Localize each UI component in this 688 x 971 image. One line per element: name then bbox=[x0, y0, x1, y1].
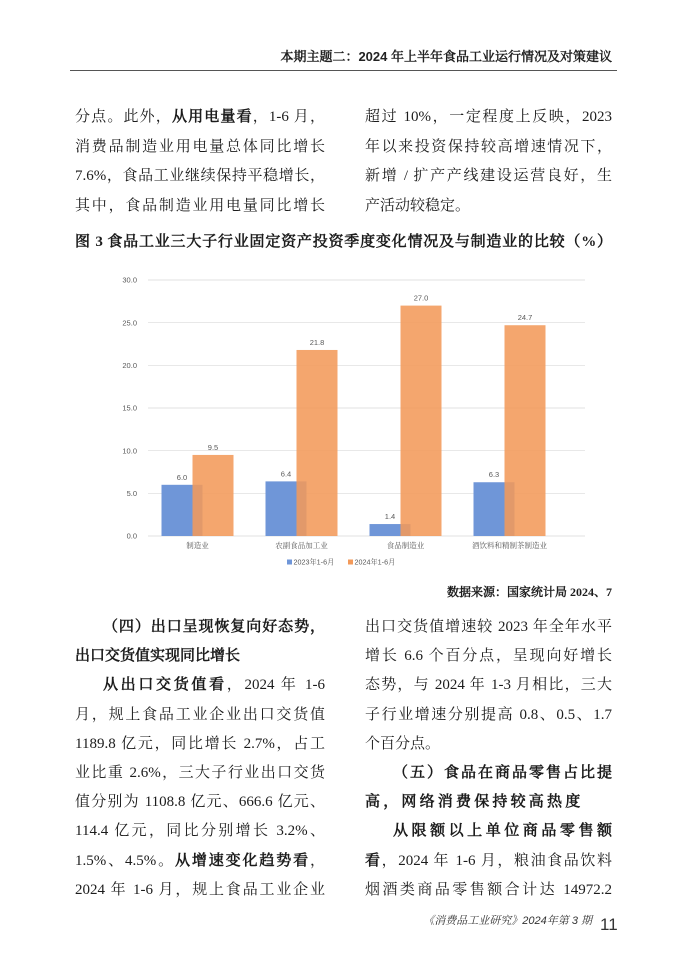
text-line bbox=[365, 876, 612, 905]
text-run: 子行业增速分别提高 0.8、0.5、1.7 bbox=[365, 706, 612, 723]
text-line bbox=[365, 671, 612, 700]
text-line bbox=[365, 701, 612, 730]
figure-caption: 图 3 食品工业三大子行业固定资产投资季度变化情况及与制造业的比较（%） bbox=[75, 234, 612, 250]
text-line bbox=[365, 730, 612, 759]
text-line bbox=[365, 133, 612, 163]
text-run: 值分别为 1108.8 亿元、666.6 亿元、 bbox=[75, 794, 325, 811]
text-run: 新增 / 扩产产线建设运营良好，生 bbox=[365, 168, 612, 184]
text-run: ，1-6 月， bbox=[252, 109, 325, 125]
data-label: 24.7 bbox=[517, 313, 533, 323]
y-tick-label: 5.0 bbox=[126, 488, 137, 498]
bottom-right-column bbox=[365, 613, 612, 905]
text-line bbox=[75, 162, 325, 192]
text-run: 超过 10%，一定程度上反映，2023 bbox=[365, 109, 612, 125]
header-divider bbox=[70, 70, 617, 71]
text-run: 月，规上食品工业企业出口交货值 bbox=[75, 706, 325, 723]
text-run: 消费品制造业用电量总体同比增长 bbox=[75, 138, 325, 155]
journal-footer: 《消费品工业研究》2024年第 3 期 bbox=[423, 915, 592, 927]
text-run: （四）出口呈现恢复向好态势， bbox=[103, 619, 325, 635]
bar-series-2 bbox=[505, 325, 546, 536]
y-tick-label: 10.0 bbox=[122, 446, 137, 456]
y-tick-label: 20.0 bbox=[122, 360, 137, 370]
emphasis-run: 从用电量看 bbox=[171, 109, 253, 125]
bottom-left-column bbox=[75, 613, 325, 905]
top-left-column bbox=[75, 103, 325, 221]
legend-label: 2023年1-6月 bbox=[293, 557, 335, 567]
data-label: 9.5 bbox=[207, 442, 219, 452]
text-run: 业比重 2.6%，三大子行业出口交货 bbox=[75, 764, 325, 781]
data-label: 6.3 bbox=[488, 470, 500, 480]
bar-series-2 bbox=[401, 306, 442, 536]
text-run: 出口交货值实现同比增长 bbox=[75, 648, 241, 665]
text-run: ，2024 年 1-6 bbox=[226, 677, 325, 694]
emphasis-run: 看 bbox=[365, 852, 382, 869]
text-line bbox=[75, 701, 325, 730]
text-line bbox=[365, 162, 612, 192]
category-label: 制造业 bbox=[186, 541, 209, 550]
bar-series-2 bbox=[297, 350, 338, 536]
text-line bbox=[365, 103, 612, 133]
text-run: 分点。此外， bbox=[75, 109, 172, 125]
text-run: 态势，与 2024 年 1-3 月相比，三大 bbox=[365, 677, 612, 694]
text-run: 增长 6.6 个百分点，呈现向好增长 bbox=[365, 648, 612, 665]
y-tick-label: 25.0 bbox=[122, 318, 137, 328]
text-line bbox=[75, 847, 325, 876]
text-line bbox=[365, 642, 612, 671]
section-heading-line bbox=[75, 642, 325, 671]
text-line bbox=[75, 133, 325, 163]
text-run: ， bbox=[309, 852, 325, 869]
data-label: 27.0 bbox=[413, 293, 429, 303]
text-run: 1.5%、4.5%。 bbox=[75, 852, 175, 869]
text-line bbox=[75, 671, 325, 700]
emphasis-run: 从限额以上单位商品零售额 bbox=[393, 823, 612, 840]
section-heading-line bbox=[75, 613, 325, 642]
data-label: 6.0 bbox=[176, 472, 188, 482]
text-run: 其中，食品制造业用电量同比增长 bbox=[75, 197, 325, 214]
text-line bbox=[365, 817, 612, 846]
category-label: 酒饮料和精制茶制造业 bbox=[472, 541, 547, 550]
text-line bbox=[75, 103, 325, 133]
legend-swatch bbox=[287, 560, 292, 565]
emphasis-run: 从出口交货值看 bbox=[103, 677, 227, 694]
text-run: 产活动较稳定。 bbox=[365, 197, 471, 214]
text-run: 7.6%，食品工业继续保持平稳增长， bbox=[75, 168, 325, 184]
text-run: ，2024 年 1-6 月，粮油食品饮料 bbox=[381, 852, 612, 869]
text-line bbox=[75, 759, 325, 788]
y-tick-label: 0.0 bbox=[126, 531, 137, 541]
text-line bbox=[365, 613, 612, 642]
bar-series-2 bbox=[193, 455, 234, 536]
text-line bbox=[365, 192, 612, 222]
category-label: 农副食品加工业 bbox=[275, 541, 328, 550]
data-label: 1.4 bbox=[384, 512, 396, 522]
text-run: （五）食品在商品零售占比提 bbox=[393, 764, 612, 781]
text-line bbox=[75, 730, 325, 759]
text-run: 年以来投资保持较高增速情况下， bbox=[365, 138, 612, 155]
legend-label: 2024年1-6月 bbox=[354, 557, 396, 567]
emphasis-run: 从增速变化趋势看 bbox=[174, 852, 310, 869]
text-line bbox=[365, 847, 612, 876]
data-label: 6.4 bbox=[280, 469, 292, 479]
y-tick-label: 30.0 bbox=[122, 275, 137, 285]
legend-swatch bbox=[348, 560, 353, 565]
category-label: 食品制造业 bbox=[386, 541, 425, 550]
text-run: 个百分点。 bbox=[365, 735, 441, 752]
page-number: 11 bbox=[600, 915, 618, 934]
text-run: 烟酒类商品零售额合计达 14972.2 bbox=[365, 881, 612, 898]
data-source-note: 数据来源：国家统计局 2024、7 bbox=[446, 585, 612, 599]
text-run: 出口交货值增速较 2023 年全年水平 bbox=[365, 619, 612, 635]
section-heading-line bbox=[365, 759, 612, 788]
data-label: 21.8 bbox=[309, 337, 325, 347]
running-header: 本期主题二：2024 年上半年食品工业运行情况及对策建议 bbox=[280, 49, 612, 64]
text-run: 1189.8 亿元，同比增长 2.7%，占工 bbox=[75, 735, 325, 752]
section-heading-line bbox=[365, 788, 612, 817]
text-line bbox=[75, 192, 325, 222]
text-line bbox=[75, 876, 325, 905]
text-run: 114.4 亿元，同比分别增长 3.2%、 bbox=[75, 823, 325, 840]
text-run: 高，网络消费保持较高热度 bbox=[365, 794, 584, 811]
y-tick-label: 15.0 bbox=[122, 403, 137, 413]
text-line bbox=[75, 788, 325, 817]
top-right-column bbox=[365, 103, 612, 221]
text-run: 2024 年 1-6 月，规上食品工业企业 bbox=[75, 881, 325, 898]
text-line bbox=[75, 817, 325, 846]
bar-chart bbox=[100, 265, 600, 575]
